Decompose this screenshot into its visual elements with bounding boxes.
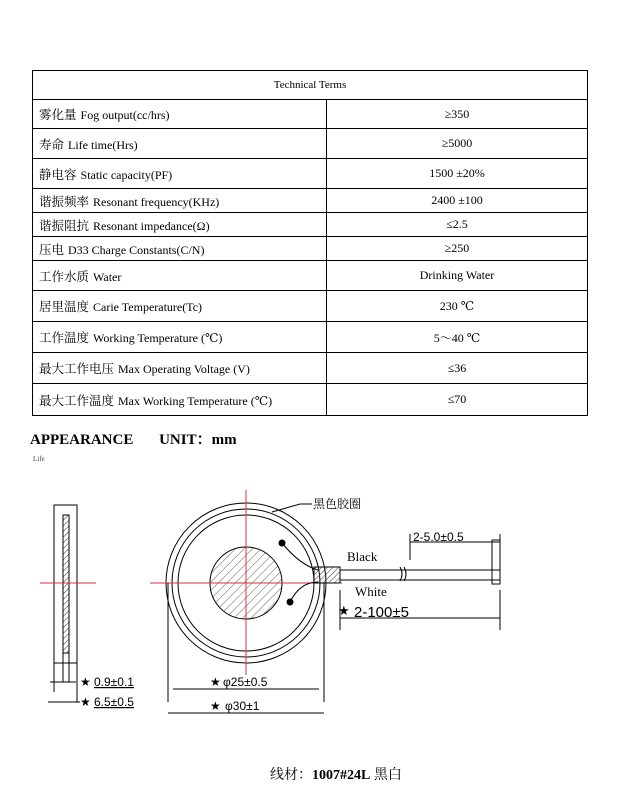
spec-label-cell: [33, 159, 327, 189]
spec-label-zh: 谐振阻抗: [39, 217, 90, 233]
spec-label-en: Resonant frequency(KHz): [93, 194, 220, 209]
spec-label-cell: [33, 213, 327, 237]
table-row: [33, 189, 588, 213]
spec-label-cell: [33, 237, 327, 261]
table-row: [33, 353, 588, 384]
spec-label-cell: [33, 189, 327, 213]
spec-label-zh: 最大工作电压: [39, 361, 115, 376]
appearance-heading: [30, 428, 237, 449]
dim-wire-strip: 2-5.0±0.5: [413, 530, 464, 544]
spec-label-cell: [33, 100, 327, 129]
table-row: [33, 322, 588, 353]
spec-value-cell: ≤70: [327, 384, 588, 416]
label-white: White: [355, 584, 387, 599]
dim-inner-dia-star: ★: [210, 675, 221, 689]
dim-inner-dia: φ25±0.5: [223, 675, 268, 689]
spec-label-cell: [33, 261, 327, 291]
dim-wire-length: 2-100±5: [354, 604, 409, 621]
front-view: [150, 490, 500, 713]
spec-label-zh: 最大工作温度: [39, 392, 115, 408]
spec-label-zh: 静电容: [39, 166, 77, 182]
spec-label-en: Static capacity(PF): [80, 167, 173, 182]
table-row: [33, 384, 588, 416]
spec-value-cell: 230 ℃: [327, 291, 588, 322]
wire-spec: [270, 764, 402, 784]
spec-value-cell: Drinking Water: [327, 261, 588, 291]
spec-label-cell: [33, 353, 327, 384]
spec-label-zh: 寿命: [39, 136, 65, 152]
dim-side-height-star: ★: [80, 695, 91, 709]
wire-label: 线材：: [270, 767, 312, 783]
appearance-title: APPEARANCE: [30, 432, 134, 448]
table-row: [33, 261, 588, 291]
spec-label-cell: [33, 129, 327, 159]
table-row: [33, 100, 588, 129]
spec-label-zh: 雾化量: [39, 107, 77, 122]
wire-color: 黑白: [373, 767, 402, 783]
wire-model: 1007#24L: [312, 768, 371, 783]
spec-label-zh: 工作水质: [39, 268, 90, 284]
table-title: Technical Terms: [33, 71, 588, 100]
spec-value-cell: ≥250: [327, 237, 588, 261]
spec-label-en: Working Temperature (℃): [93, 331, 223, 345]
spec-label-zh: 居里温度: [39, 299, 90, 314]
dim-thickness-star: ★: [80, 675, 91, 689]
table-row: [33, 129, 588, 159]
dim-wire-length-star: ★: [338, 604, 350, 619]
table-row: [33, 159, 588, 189]
spec-label-en: Max Operating Voltage (V): [118, 362, 250, 376]
dim-outer-dia-star: ★: [210, 699, 221, 713]
spec-label-cell: [33, 384, 327, 416]
table-header-row: [33, 71, 588, 100]
spec-label-en: Water: [93, 269, 122, 284]
spec-label-en: Fog output(cc/hrs): [80, 108, 170, 122]
table-row: [33, 237, 588, 261]
callout-black-rubber: 黑色胶圈: [313, 497, 362, 511]
spec-label-en: Max Working Temperature (℃): [118, 393, 273, 408]
dim-thickness: 0.9±0.1: [94, 675, 134, 689]
spec-label-cell: [33, 322, 327, 353]
unit-label: UNIT：mm: [159, 432, 237, 448]
spec-label-zh: 压电: [39, 241, 65, 257]
spec-label-zh: 工作温度: [39, 330, 90, 345]
spec-value-cell: ≥350: [327, 100, 588, 129]
spec-label-en: D33 Charge Constants(C/N): [68, 242, 205, 257]
table-row: [33, 291, 588, 322]
small-note: Life: [33, 455, 45, 463]
side-view: [40, 505, 96, 702]
spec-label-cell: [33, 291, 327, 322]
dim-outer-dia: φ30±1: [225, 699, 260, 713]
spec-value-cell: 1500 ±20%: [327, 159, 588, 189]
spec-value-cell: ≤36: [327, 353, 588, 384]
table-row: [33, 213, 588, 237]
spec-label-en: Life time(Hrs): [68, 137, 138, 152]
spec-label-zh: 谐振频率: [39, 193, 90, 209]
spec-value-cell: 5～40 ℃: [327, 322, 588, 353]
spec-label-en: Carie Temperature(Tc): [93, 300, 203, 314]
transducer-drawing: [0, 470, 626, 730]
spec-value-cell: ≥5000: [327, 129, 588, 159]
spec-value-cell: 2400 ±100: [327, 189, 588, 213]
dim-side-height: 6.5±0.5: [94, 695, 134, 709]
spec-value-cell: ≤2.5: [327, 213, 588, 237]
label-black: Black: [347, 549, 378, 564]
technical-terms-table: [32, 70, 588, 416]
spec-label-en: Resonant impedance(Ω): [93, 218, 210, 233]
